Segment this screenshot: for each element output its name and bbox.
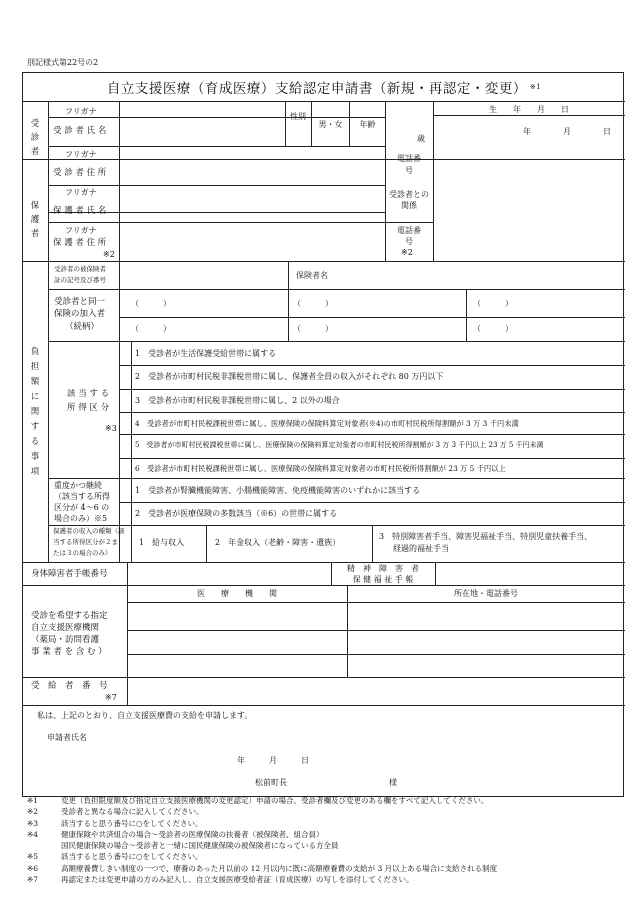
form-title-text: 自立支援医療（育成医療）支給認定申請書（新規・再認定・変更） — [106, 81, 527, 97]
severe-label-1: 重度かつ継続 — [54, 481, 102, 490]
note-text: 再認定または変更申請の方のみ記入し、自立支援医療受給者証（育成医療）の写しを添付してください。 — [61, 875, 414, 885]
guardian-address-label: 保 護 者 住 所 — [53, 238, 107, 248]
sex-label: 性別 — [290, 112, 306, 121]
note-mark: ※5 — [27, 852, 39, 862]
note-row — [27, 829, 617, 840]
form-number: 別記様式第22号の2 — [27, 58, 99, 67]
note-mark: ※7 — [27, 875, 39, 885]
birth-date-header: 生 年 月 日 — [489, 105, 569, 114]
guardian-address-note: ※2 — [103, 250, 115, 259]
guardian-furigana-label: フリガナ — [65, 188, 97, 197]
income-type-2[interactable]: 2 年金収入（老齢・障害・遺族） — [215, 538, 341, 547]
relation-paren: （ ） — [131, 299, 171, 308]
guardian-phone-note: ※2 — [401, 248, 413, 257]
burden-section-label: 負担額に関する事項 — [30, 347, 40, 477]
income-type-label-3: たは３の場合のみ） — [53, 549, 112, 557]
patient-address-furigana: フリガナ — [65, 150, 97, 159]
addressee: 松前町長 — [255, 778, 287, 787]
guardian-section-label: 保護者 — [30, 201, 40, 239]
note-row — [27, 795, 617, 806]
sex-options[interactable]: 男・女 — [318, 120, 343, 129]
note-mark: ※3 — [27, 818, 39, 828]
severe-option-2[interactable]: 2 受診者が医療保険の多数該当（※6）の世帯に属する — [135, 509, 338, 518]
relation-paren: （ ） — [473, 299, 513, 308]
insured-label-2: 証の記号及び番号 — [54, 276, 106, 284]
mental-book-label-2: 保 健 福 祉 手 帳 — [352, 575, 414, 584]
note-text: 高額療養費しきい制度の一つで、療養のあった月以前の 12 月以内に既に高額療養費の支給が 3 月以上ある場合に支給される制度 — [61, 863, 498, 873]
income-label-1: 該 当 す る — [67, 389, 110, 399]
note-row — [27, 851, 617, 862]
insurer-label: 保険者名 — [296, 271, 328, 280]
income-option-4[interactable]: 4 受診者が市町村民税課税世帯に属し、医療保険の保険料算定対象者(※4)の市町村民税所得割額が 3 万 3 千円未満 — [135, 419, 519, 428]
severe-label-2: （該当する所得 — [54, 492, 110, 501]
relation-paren: （ ） — [293, 299, 333, 308]
institution-label-2: 自立支援医療機関 — [31, 623, 100, 633]
patient-section-label: 受診者 — [30, 119, 40, 157]
income-option-3[interactable]: 3 受診者が市町村民税非課税世帯に属し、2 以外の場合 — [135, 396, 340, 405]
note-text: 受診者と異なる場合に記入してください。 — [61, 807, 204, 817]
note-mark: ※6 — [27, 863, 39, 873]
income-type-3a[interactable]: 3 特別障害者手当、障害児福祉手当、特別児童扶養手当、 — [379, 532, 593, 541]
guardian-address-furigana: フリガナ — [65, 226, 97, 235]
severe-label-3: 区分が 4～6 の — [54, 503, 110, 512]
guardian-name-label: 保 護 者 氏 名 — [53, 206, 107, 216]
income-type-3b[interactable]: 経過的福祉手当 — [393, 544, 449, 553]
income-type-label-1: 保護者の収入の種類（該 — [53, 527, 125, 535]
sama-label: 様 — [389, 778, 397, 787]
recipient-number-label: 受 給 者 番 号 — [31, 681, 108, 691]
birth-date-units: 年 月 日 — [523, 127, 611, 136]
title-note: ※1 — [529, 83, 542, 91]
insured-label-1: 受診者の被保険者 — [54, 265, 106, 273]
note-mark — [27, 840, 61, 851]
note-mark: ※2 — [27, 807, 39, 817]
institution-label-3: （薬局・訪問看護 — [31, 635, 100, 645]
severe-label-4: 場合のみ）※5 — [54, 514, 108, 523]
note-text: 該当すると思う番号に○をしてください。 — [61, 818, 203, 828]
income-type-label-2: 当する所得区分が２ま — [53, 538, 118, 546]
form-title — [23, 73, 625, 102]
patient-name-label: 受 診 者 氏 名 — [53, 126, 107, 136]
relation-paren: （ ） — [473, 324, 513, 333]
relation-paren: （ ） — [293, 324, 333, 333]
recipient-number-note: ※7 — [105, 693, 117, 702]
note-text: 健康保険や共済組合の場合～受診者の医療保険の扶養者（被保険者、組合員） — [61, 829, 324, 839]
application-form — [22, 72, 624, 797]
disability-book-label: 身体障害者手帳番号 — [31, 569, 108, 579]
institution-label-4: 事 業 者 を 含 む ） — [31, 647, 107, 657]
note-text: 該当すると思う番号に○をしてください。 — [61, 852, 203, 862]
patient-address-label: 受 診 者 住 所 — [53, 168, 107, 178]
mental-book-label-1: 精 神 障 害 者 — [347, 564, 419, 573]
note-row — [27, 863, 617, 874]
income-option-5[interactable]: 5 受診者が市町村民税課税世帯に属し、医療保険の保険料算定対象者の市町村民税所得割額が 3 万 3 千円以上 23 万 5 千円未満 — [135, 441, 544, 449]
age-unit: 歳 — [417, 134, 425, 143]
declaration-text: 私は、上記のとおり、自立支援医療費の支給を申請します。 — [37, 711, 253, 720]
same-insurance-label-3: （続柄） — [65, 322, 100, 332]
note-mark: ※1 — [27, 796, 39, 805]
income-type-1[interactable]: 1 給与収入 — [139, 538, 185, 547]
institution-col-name: 医 療 機 関 — [197, 589, 277, 598]
relation-paren: （ ） — [131, 324, 171, 333]
same-insurance-label-2: 保険の加入者 — [54, 309, 106, 319]
guardian-phone-label: 電話番号 — [397, 226, 421, 246]
note-row — [27, 806, 617, 817]
income-option-2[interactable]: 2 受診者が市町村民税非課税世帯に属し、保護者全員の収入がそれぞれ 80 万円以下 — [135, 372, 444, 381]
income-note: ※3 — [105, 424, 117, 433]
severe-option-1[interactable]: 1 受診者が腎臓機能障害、小腸機能障害、免疫機能障害のいずれかに該当する — [135, 486, 421, 495]
note-text: 変更（負担限度額及び指定自立支援医療機関の変更認定）申請の場合、受診者欄及び変更のある欄をすべて記入してください。 — [61, 796, 489, 805]
note-mark: ※4 — [27, 829, 39, 839]
note-row — [27, 840, 617, 851]
patient-furigana-label: フリガナ — [65, 107, 97, 116]
note-row — [27, 874, 617, 885]
date-label: 年 月 日 — [237, 756, 309, 765]
income-option-6[interactable]: 6 受診者が市町村民税課税世帯に属し、医療保険の保険料算定対象者の市町村民税所得割額が 23 万 5 千円以上 — [135, 464, 506, 473]
income-label-2: 所 得 区 分 — [67, 403, 110, 413]
age-label: 年齢 — [359, 120, 376, 129]
institution-label-1: 受診を希望する指定 — [31, 611, 108, 621]
income-option-1[interactable]: 1 受診者が生活保護受給世帯に属する — [135, 349, 277, 358]
same-insurance-label-1: 受診者と同一 — [54, 297, 106, 307]
institution-col-addr: 所在地・電話番号 — [454, 589, 518, 598]
note-text: 国民健康保険の場合～受診者と一緒に国民健康保険の被保険者になっている方全員 — [61, 841, 339, 851]
applicant-label: 申請者氏名 — [47, 733, 87, 742]
relation-label: 受診者との関係 — [389, 190, 429, 210]
notes-section — [27, 795, 617, 885]
patient-phone-label: 電話番号 — [397, 154, 421, 175]
note-row — [27, 818, 617, 829]
